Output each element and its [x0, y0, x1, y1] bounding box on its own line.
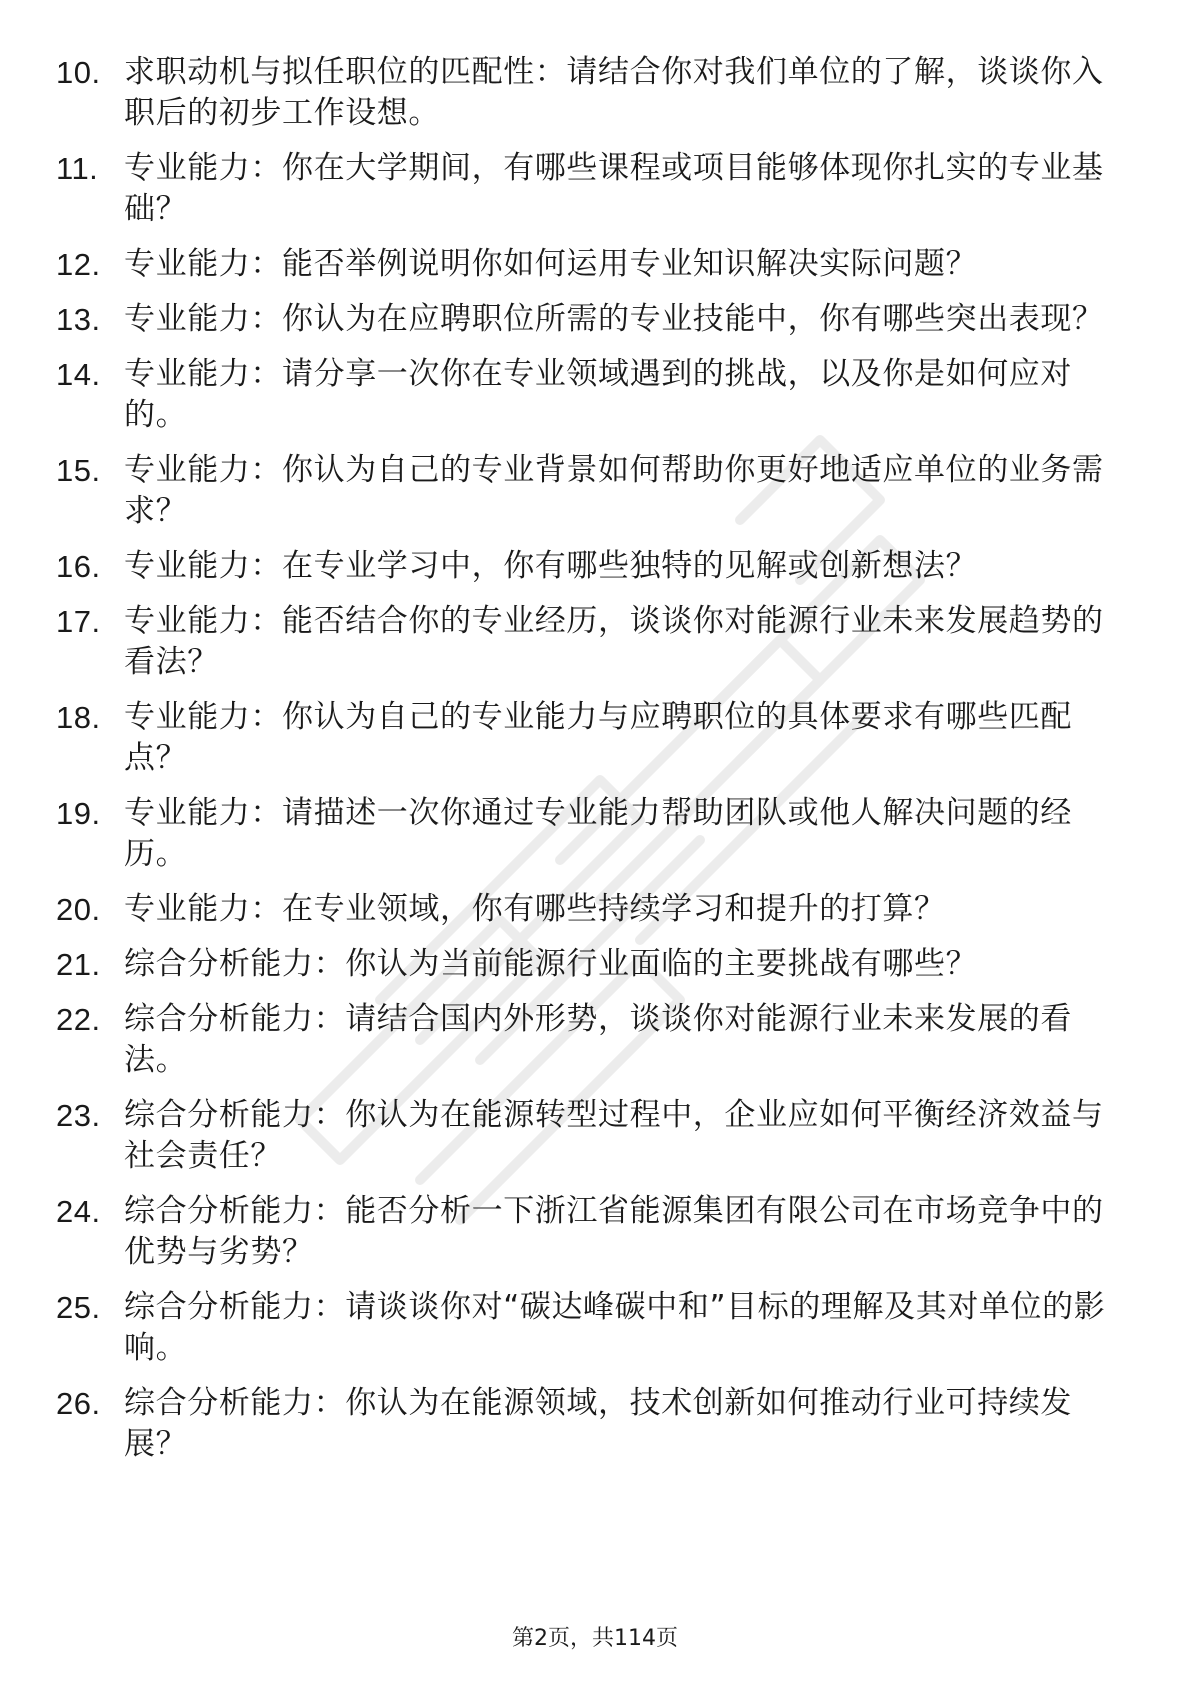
question-text: 专业能力：请描述一次你通过专业能力帮助团队或他人解决问题的经历。 — [124, 795, 1072, 872]
question-number: 24. — [56, 1194, 101, 1229]
question-text: 专业能力：请分享一次你在专业领域遇到的挑战，以及你是如何应对的。 — [124, 356, 1072, 433]
question-text: 综合分析能力：请结合国内外形势，谈谈你对能源行业未来发展的看法。 — [124, 1001, 1072, 1078]
question-item — [56, 1383, 1116, 1465]
page-number-footer: 第2页，共114页 — [512, 1626, 678, 1651]
question-text: 专业能力：在专业领域，你有哪些持续学习和提升的打算？ — [124, 891, 946, 927]
question-text: 综合分析能力：能否分析一下浙江省能源集团有限公司在市场竞争中的优势与劣势？ — [124, 1193, 1104, 1270]
question-number: 26. — [56, 1386, 101, 1421]
question-text: 综合分析能力：请谈谈你对“碳达峰碳中和”目标的理解及其对单位的影响。 — [124, 1289, 1106, 1366]
question-item — [56, 299, 1116, 340]
question-list — [56, 52, 1116, 1465]
question-number: 13. — [56, 302, 101, 337]
question-item — [56, 450, 1116, 532]
question-number: 15. — [56, 453, 101, 488]
question-text: 求职动机与拟任职位的匹配性：请结合你对我们单位的了解，谈谈你入职后的初步工作设想。 — [124, 54, 1104, 131]
question-text: 专业能力：在专业学习中，你有哪些独特的见解或创新想法？ — [124, 548, 978, 584]
question-number: 20. — [56, 892, 101, 927]
question-number: 19. — [56, 796, 101, 831]
question-number: 21. — [56, 947, 101, 982]
question-number: 17. — [56, 604, 101, 639]
question-item — [56, 697, 1116, 779]
question-item — [56, 999, 1116, 1081]
question-number: 22. — [56, 1002, 101, 1037]
question-text: 专业能力：能否结合你的专业经历，谈谈你对能源行业未来发展趋势的看法？ — [124, 603, 1104, 680]
question-text: 专业能力：你认为在应聘职位所需的专业技能中，你有哪些突出表现？ — [124, 301, 1104, 337]
question-item — [56, 601, 1116, 683]
question-item — [56, 793, 1116, 875]
question-text: 综合分析能力：你认为在能源转型过程中，企业应如何平衡经济效益与社会责任？ — [124, 1097, 1104, 1174]
question-number: 25. — [56, 1290, 101, 1325]
question-item — [56, 889, 1116, 930]
question-text: 专业能力：你认为自己的专业能力与应聘职位的具体要求有哪些匹配点？ — [124, 699, 1072, 776]
question-item — [56, 1287, 1116, 1369]
question-item — [56, 52, 1116, 134]
question-number: 23. — [56, 1098, 101, 1133]
question-text: 综合分析能力：你认为在能源领域，技术创新如何推动行业可持续发展？ — [124, 1385, 1072, 1462]
question-item — [56, 354, 1116, 436]
question-text: 专业能力：你在大学期间，有哪些课程或项目能够体现你扎实的专业基础？ — [124, 150, 1104, 227]
question-item — [56, 546, 1116, 587]
question-number: 12. — [56, 247, 101, 282]
question-number: 16. — [56, 549, 101, 584]
question-item — [56, 1191, 1116, 1273]
question-number: 10. — [56, 55, 101, 90]
question-item — [56, 944, 1116, 985]
question-number: 14. — [56, 357, 101, 392]
question-text: 专业能力：能否举例说明你如何运用专业知识解决实际问题？ — [124, 246, 978, 282]
question-text: 综合分析能力：你认为当前能源行业面临的主要挑战有哪些？ — [124, 946, 978, 982]
question-number: 11. — [56, 151, 99, 186]
question-number: 18. — [56, 700, 101, 735]
question-item — [56, 1095, 1116, 1177]
question-item — [56, 148, 1116, 230]
question-item — [56, 244, 1116, 285]
question-text: 专业能力：你认为自己的专业背景如何帮助你更好地适应单位的业务需求？ — [124, 452, 1104, 529]
